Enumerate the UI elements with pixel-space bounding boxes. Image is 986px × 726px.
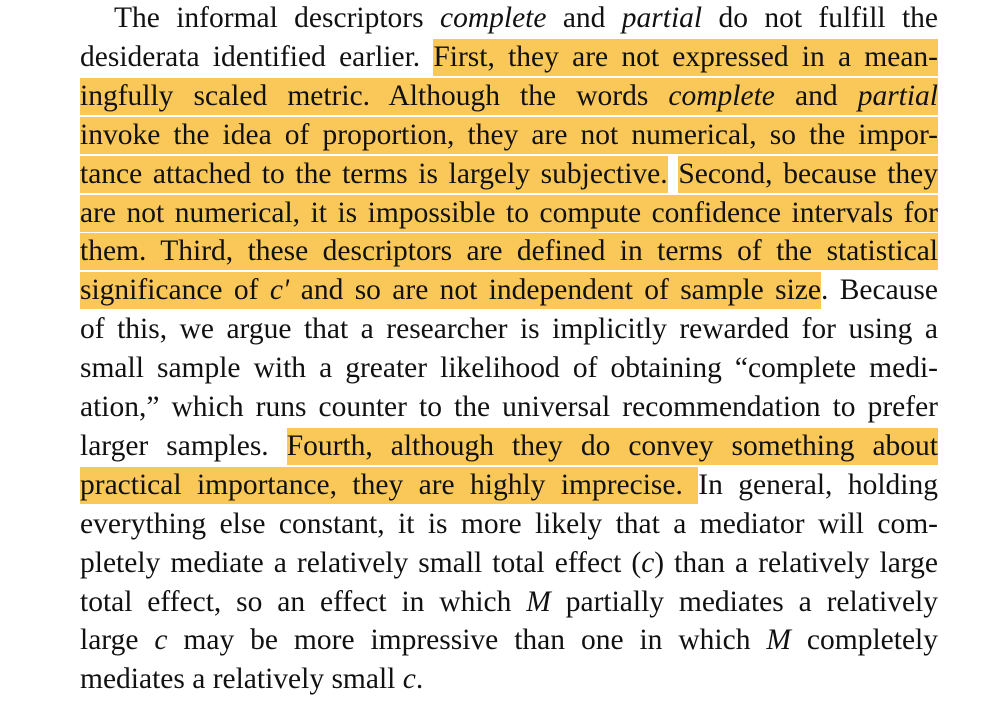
text-run: total effect, so an effect in which <box>80 585 527 618</box>
text-line <box>80 156 938 192</box>
text-run <box>668 158 679 190</box>
text-line <box>80 350 938 386</box>
text-line <box>80 117 938 153</box>
highlighted-text: ingfully scaled metric. Although the words <box>80 78 668 115</box>
text-run: c <box>641 546 655 579</box>
text-run: large <box>80 624 155 657</box>
text-run: partially mediates a relatively <box>550 585 938 618</box>
text-run: everything else constant, it is more likely that a mediator will com- <box>80 507 938 540</box>
text-line <box>80 545 938 581</box>
text-line <box>80 584 938 620</box>
text-run: larger samples. <box>80 429 287 462</box>
text-run: mediates a relatively small <box>80 663 403 696</box>
text-run: do not fulfill the <box>702 2 939 34</box>
highlighted-text: and so are not independent of sample size <box>289 272 821 309</box>
text-run: In general, holding <box>698 468 938 501</box>
text-run: complete <box>439 2 547 34</box>
text-run: partial <box>621 2 703 34</box>
text-run: completely <box>790 624 938 657</box>
text-line <box>80 622 938 658</box>
text-line <box>114 0 938 36</box>
text-run: of this, we argue that a researcher is implicitly rewarded for using a <box>80 313 938 346</box>
text-run: . <box>415 663 424 696</box>
text-run: small sample with a greater likelihood of obtaining “complete medi- <box>80 352 938 385</box>
highlighted-text: First, they are not expressed in a mean- <box>433 39 938 76</box>
text-line <box>80 506 938 542</box>
text-line <box>80 428 938 464</box>
highlighted-text: complete <box>668 78 774 115</box>
text-line <box>80 311 938 347</box>
text-run: ) than a relatively large <box>654 546 938 579</box>
highlighted-text: significance of <box>80 272 270 309</box>
highlighted-text: are not numerical, it is impossible to compute confidence intervals for <box>80 195 938 232</box>
highlighted-text: and <box>775 78 858 115</box>
text-line <box>80 467 938 503</box>
text-line <box>80 195 938 231</box>
text-run: c <box>402 663 416 696</box>
highlighted-text: practical importance, they are highly imprecise. <box>80 467 698 504</box>
highlighted-text: invoke the idea of proportion, they are not numerical, so the impor- <box>80 117 938 154</box>
text-run: may be more impressive than one in which <box>167 624 767 657</box>
highlighted-text: Second, because they <box>678 156 938 193</box>
text-run: The informal descriptors <box>114 2 440 34</box>
text-line <box>80 661 938 697</box>
highlighted-text: c′ <box>270 272 290 309</box>
text-line <box>80 78 938 114</box>
highlighted-text: tance attached to the terms is largely subjective. <box>80 156 668 193</box>
text-line <box>80 389 938 425</box>
text-run: M <box>766 624 791 657</box>
text-run: c <box>154 624 168 657</box>
text-line <box>80 272 938 308</box>
text-line <box>80 39 938 75</box>
text-run: desiderata identified earlier. <box>80 40 434 73</box>
text-run: M <box>526 585 551 618</box>
highlighted-text: partial <box>858 78 938 115</box>
text-line <box>80 233 938 269</box>
highlighted-text: Fourth, although they do convey something about <box>287 428 938 465</box>
text-run: and <box>546 2 622 34</box>
text-run: ation,” which runs counter to the universal recommendation to prefer <box>80 391 938 423</box>
highlighted-text: them. Third, these descriptors are defined in terms of the statistical <box>80 233 938 270</box>
text-run: pletely mediate a relatively small total effect ( <box>80 546 642 579</box>
text-run: . Because <box>820 274 939 307</box>
